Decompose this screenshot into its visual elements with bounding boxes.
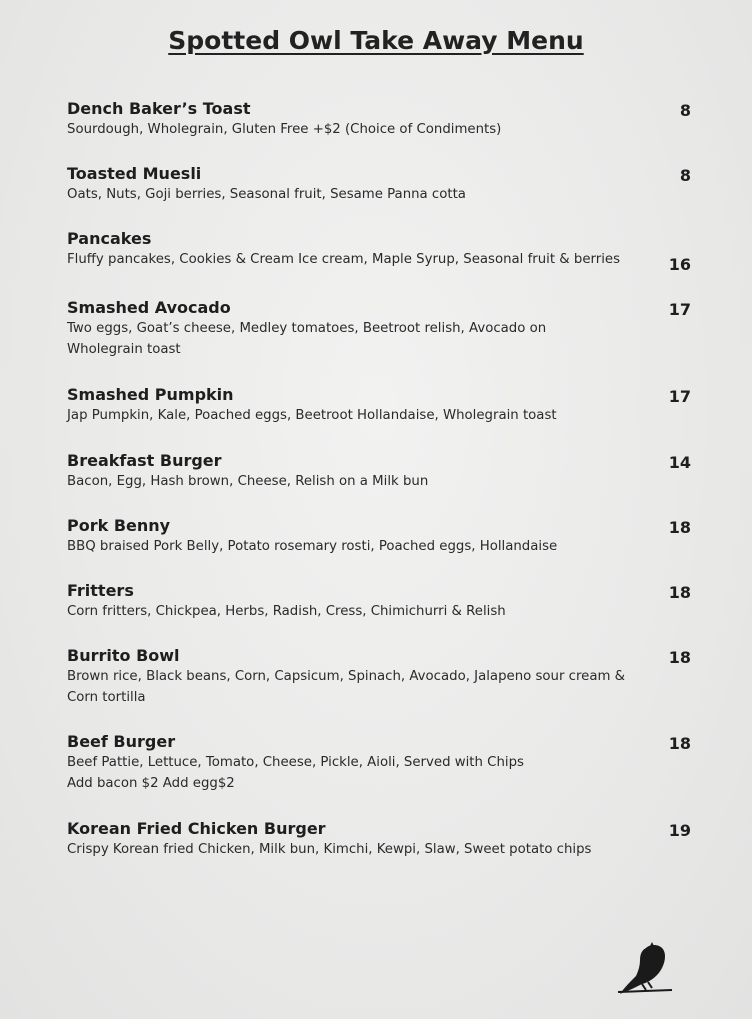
item-description: Corn tortilla — [67, 690, 146, 705]
item-description: Add bacon $2 Add egg$2 — [67, 776, 235, 791]
item-name: Smashed Pumpkin — [67, 385, 234, 404]
item-description: Sourdough, Wholegrain, Gluten Free +$2 (Choice of Condiments) — [67, 122, 502, 137]
item-description: Oats, Nuts, Goji berries, Seasonal fruit, Sesame Panna cotta — [67, 187, 466, 202]
menu-item — [67, 164, 707, 205]
item-name: Korean Fried Chicken Burger — [67, 819, 326, 838]
menu-item — [67, 732, 707, 794]
item-name: Burrito Bowl — [67, 646, 180, 665]
menu-title: Spotted Owl Take Away Menu — [168, 26, 584, 55]
menu-item — [67, 99, 707, 140]
item-description: Two eggs, Goat’s cheese, Medley tomatoes, Beetroot relish, Avocado on — [67, 321, 547, 336]
item-description: Wholegrain toast — [67, 342, 181, 357]
item-price: 19 — [668, 821, 691, 840]
item-description: Bacon, Egg, Hash brown, Cheese, Relish on a Milk bun — [67, 474, 429, 489]
item-price: 18 — [668, 648, 691, 667]
item-name: Fritters — [67, 581, 134, 600]
item-price: 16 — [668, 255, 691, 274]
item-price: 8 — [679, 101, 691, 120]
item-price: 14 — [668, 453, 691, 472]
item-name: Breakfast Burger — [67, 451, 222, 470]
item-name: Toasted Muesli — [67, 164, 202, 183]
item-description: Crispy Korean fried Chicken, Milk bun, Kimchi, Kewpi, Slaw, Sweet potato chips — [67, 842, 592, 857]
item-name: Smashed Avocado — [67, 298, 231, 317]
menu-item — [67, 229, 707, 274]
menu-item — [67, 385, 707, 426]
item-description: Beef Pattie, Lettuce, Tomato, Cheese, Pickle, Aioli, Served with Chips — [67, 755, 524, 770]
menu-item — [67, 516, 707, 557]
item-price: 17 — [668, 387, 691, 406]
item-price: 18 — [668, 518, 691, 537]
item-description: Brown rice, Black beans, Corn, Capsicum, Spinach, Avocado, Jalapeno sour cream & — [67, 669, 626, 684]
item-description: BBQ braised Pork Belly, Potato rosemary rosti, Poached eggs, Hollandaise — [67, 539, 558, 554]
menu-item — [67, 451, 707, 492]
item-price: 18 — [668, 734, 691, 753]
menu-item — [67, 819, 707, 860]
item-price: 17 — [668, 300, 691, 319]
item-name: Beef Burger — [67, 732, 176, 751]
item-description: Corn fritters, Chickpea, Herbs, Radish, Cress, Chimichurri & Relish — [67, 604, 506, 619]
item-description: Fluffy pancakes, Cookies & Cream Ice cream, Maple Syrup, Seasonal fruit & berries — [67, 252, 621, 267]
item-name: Dench Baker’s Toast — [67, 99, 251, 118]
menu-item — [67, 646, 707, 708]
menu-item — [67, 581, 707, 622]
menu-item — [67, 298, 707, 360]
item-price: 18 — [668, 583, 691, 602]
owl-icon — [612, 938, 676, 1000]
item-description: Jap Pumpkin, Kale, Poached eggs, Beetroot Hollandaise, Wholegrain toast — [67, 408, 557, 423]
item-price: 8 — [679, 166, 691, 185]
item-name: Pork Benny — [67, 516, 171, 535]
item-name: Pancakes — [67, 229, 152, 248]
